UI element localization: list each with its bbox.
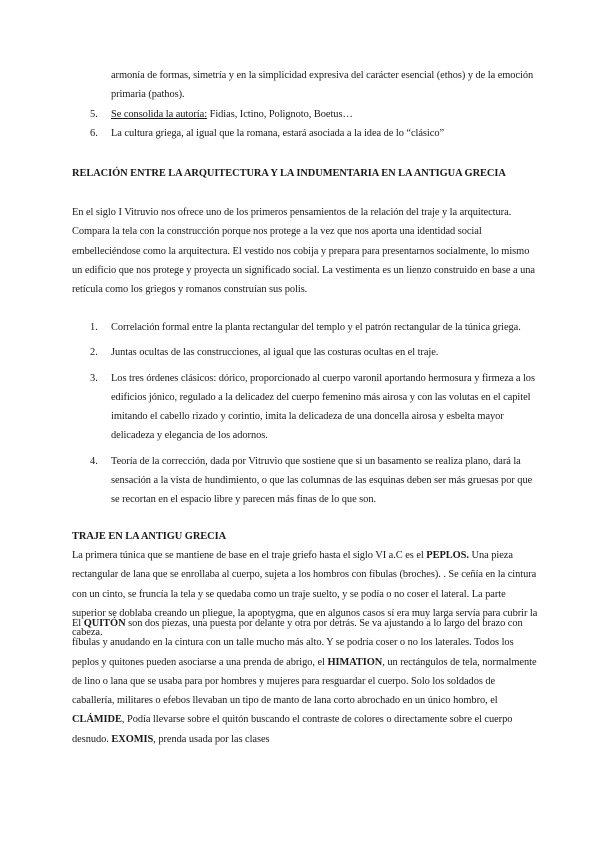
paragraph-text: , un rectángulos de tela, normalmente de lino o lana que se usaba para por hombres y mujeres para resguardar el cuerpo. Solo los soldados de caballería, militares o efebos llevaban un tipo de manto de lana corto abrochado en un único hombro, el [72, 656, 537, 707]
list-item [90, 343, 540, 362]
list-number: 3. [90, 372, 98, 384]
list-text: Los tres órdenes clásicos: dórico, proporcionado al cuerpo varonil aportando hermosura y firmeza a los edificios jónico, regulado a la delicadez del cuerpo femenino más airosa y con las volutas en el capitel imitando el cabello rizado y corintio, imita la delicadeza de una doncella airosa y esbelta mayor delicadeza y elegancia de los adornos. [111, 372, 535, 442]
list-text-rest: Fidias, Ictino, Polignoto, Boetus… [207, 109, 353, 120]
paragraph-text: La primera túnica que se mantiene de base en el traje griefo hasta el siglo VI a.C es el [72, 550, 427, 561]
list-item [90, 124, 550, 143]
underlined-text: Se consolida la autoría: [111, 109, 208, 120]
bold-term: QUITÓN [83, 618, 126, 629]
paragraph: En el siglo I Vitruvio nos ofrece uno de los primeros pensamientos de la relación del traje y la arquitectura. Compara la tela con la construcción porque nos protege a la vez que nos aporta una identidad social embelleciéndose como la arquitectura. El vestido nos cobija y prepara para presentarnos socialmente, lo mismo un edificio que nos protege y proyecta un significado social. La vestimenta es un lienzo construido en base a una retícula como los griegos y romanos construían sus polis. [72, 207, 535, 296]
list-number: 4. [90, 455, 98, 467]
paragraph-text: son dos piezas, una puesta por delante y otra por detrás. Se va ajustando a lo largo del brazo con fíbulas y anudando en la cintura con un talle mucho más alto. Y se podría coser o no los laterales. Todos los peplos y quitones pueden asociarse a una prenda de abrigo, el [72, 618, 523, 668]
list-text: La cultura griega, al igual que la romana, estará asociada a la idea de lo “clásico” [111, 128, 445, 140]
list-text [111, 105, 550, 124]
list-number: 2. [90, 347, 98, 359]
bold-term: PEPLOS. [426, 550, 469, 561]
list-item [90, 369, 540, 446]
top-numbered-list [90, 105, 550, 144]
list-text: Correlación formal entre la planta rectangular del templo y el patrón rectangular de la túnica griega. [111, 322, 521, 333]
bold-term: EXOMIS [111, 733, 154, 745]
section-heading: TRAJE EN LA ANTIGU GRECIA [72, 531, 227, 542]
list-text: Teoría de la corrección, dada por Vitruvio que sostiene que si un basamento se realiza plano, dará la sensación a la vista de hundimiento, o que las columnas de las esquinas deben ser más gruesas por que se recortan en el espacio libre y parecen más finas de lo que son. [111, 455, 533, 506]
paragraph-text: , Podía llevarse sobre el quitón buscando el contraste de colores o directamente sobre el cuerpo desnudo. [72, 714, 513, 745]
bold-term: HIMATION [327, 656, 383, 668]
list-item [90, 105, 550, 124]
list-item [90, 318, 540, 337]
bold-term: CLÁMIDE [72, 714, 122, 726]
numbered-list [90, 318, 540, 516]
paragraph-text: , prenda usada por las clases [153, 733, 270, 745]
list-item [90, 452, 540, 510]
list-text: Juntas ocultas de las construcciones, al igual que las costuras ocultas en el traje. [111, 347, 439, 359]
section-heading: RELACIÓN ENTRE LA ARQUITECTURA Y LA INDUMENTARIA EN LA ANTIGUA GRECIA [72, 168, 506, 179]
list-number: 6. [90, 128, 98, 140]
list-number: 1. [90, 322, 98, 333]
paragraph-text: El [72, 618, 84, 629]
list-number: 5. [90, 109, 98, 120]
paragraph-text: Una pieza rectangular de lana que se enrollaba al cuerpo, sujeta a los hombros con fíbulas (broches). . Se ceñía en la cintura con un cinto, se fruncía la tela y se quedaba como un traje suelto, y se podía o no coser el lateral. La parte superior se doblaba creando un pliegue, la apoptygma, que en algunos casos sí era muy larga servía para cubrir la cabeza. [72, 550, 538, 639]
paragraph [72, 614, 540, 749]
continuation-text: armonía de formas, simetría y en la simplicidad expresiva del carácter esencial (ethos) y de la emoción primaria (pathos). [111, 70, 534, 101]
